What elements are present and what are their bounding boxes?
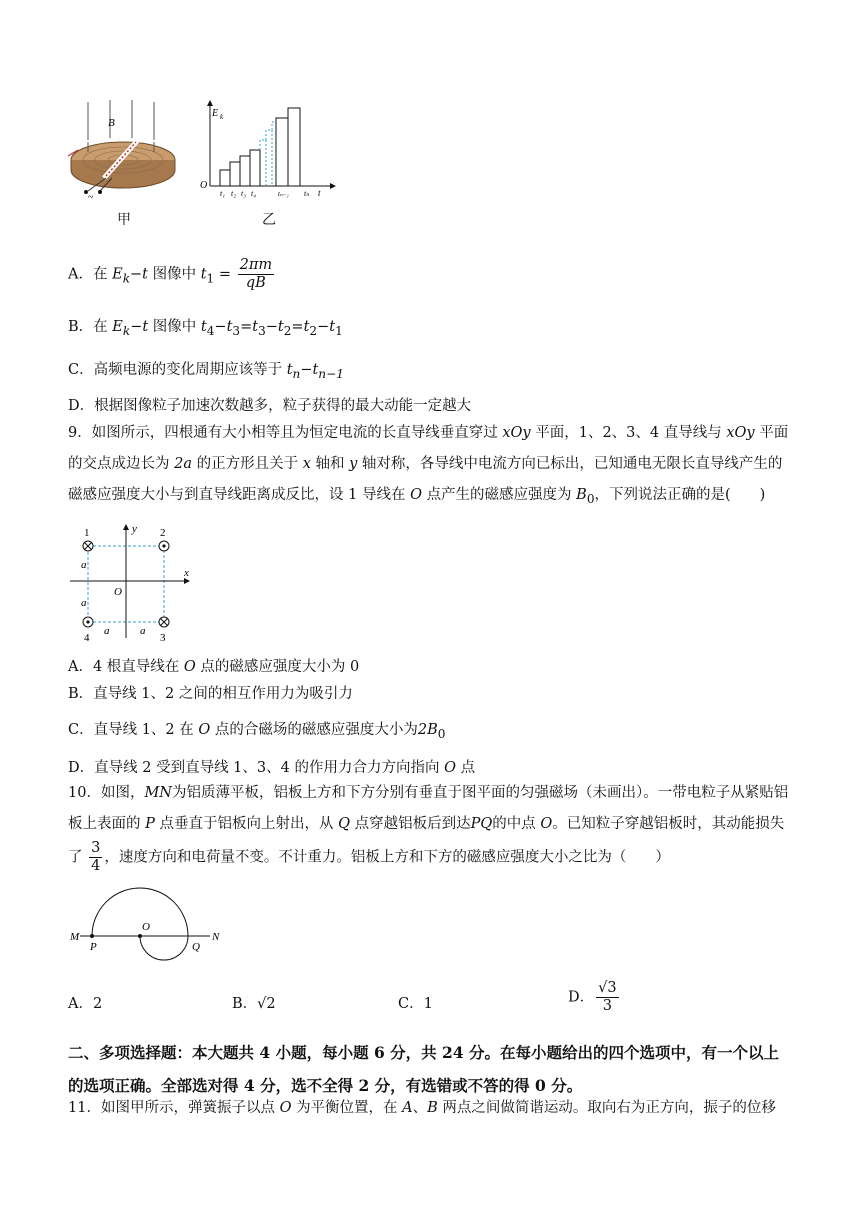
point-o-label: O xyxy=(142,921,150,933)
q9-option-c: C．直导线 1、2 在 O 点的合磁场的磁感应强度大小为$2B_0$ xyxy=(68,722,446,741)
ac-source-icon: ~ xyxy=(88,192,94,202)
q9-stem: 9．如图所示，四根通有大小相等且为恒定电流的长直导线垂直穿过 xOy 平面，1、2、3、4 直导线与 xOy 平面的交点成边长为 2a 的正方形且关于 x 轴和 y 轴对称，各导线中电流方向已标出，已知通电无限长直导线产生的磁感应强度大小与到直导线距离成反比，设 1 导线在 O 点产生的磁感应强度为 $B_0$，下列说法正确的是( ) xyxy=(68,425,789,506)
axis-y-label: y xyxy=(132,523,137,535)
q8-option-a: A．在 $E_k-t$ 图像中 $t_1$ = $\frac{2\pi m}{qB}$ xyxy=(68,257,273,291)
q8-option-d: D．根据图像粒子加速次数越多，粒子获得的最大动能一定越大 xyxy=(68,398,472,414)
tick-tn: tₙ xyxy=(304,189,310,198)
q9-option-b: B．直导线 1、2 之间的相互作用力为吸引力 xyxy=(68,686,353,702)
tick-t4: t₄ xyxy=(251,189,257,198)
axis-ek-sub: k xyxy=(220,113,224,121)
tick-t: t xyxy=(318,188,321,198)
fraction-2pim-qb: $\frac{2\pi m}{qB}$ xyxy=(239,257,273,291)
point-m-label: M xyxy=(70,931,80,943)
label-b: B xyxy=(108,117,115,129)
q9-option-a: A．4 根直导线在 O 点的磁感应强度大小为 0 xyxy=(68,659,360,675)
origin-label: O xyxy=(200,180,208,191)
wire-label-1: 1 xyxy=(84,527,90,539)
tick-t2: t₂ xyxy=(231,189,237,198)
q10-stem: 10．如图，MN为铝质薄平板，铝板上方和下方分别有垂直于图平面的匀强磁场（未画出）。一带电粒子从紧贴铝板上表面的 P 点垂直于铝板向上射出，从 Q 点穿越铝板后到达PQ的中点 O。已知粒子穿越铝板时，其动能损失了 $\frac{3}{4}$ ，速度方向和电荷量不变。不计重力。铝板上方和下方的磁感应强度大小之比为（ ） xyxy=(68,785,789,874)
wire-label-3: 3 xyxy=(160,632,166,644)
q11-stem: 11．如图甲所示，弹簧振子以点 O 为平衡位置，在 A、B 两点之间做简谐运动。取向右为正方向，振子的位移 xyxy=(68,1100,776,1116)
axis-x-label: x xyxy=(184,567,189,579)
q9-wires-figure xyxy=(66,522,196,646)
q9-option-d: D．直导线 2 受到直导线 1、3、4 的作用力合力方向指向 O 点 xyxy=(68,760,476,776)
caption-yi: 乙 xyxy=(262,212,276,228)
q8-option-c: C．高频电源的变化周期应该等于 $t_n-t_{n-1}$ xyxy=(68,362,344,381)
side-a-label: a xyxy=(104,625,110,637)
q10-option-d: D． $\frac{√3}{3}$ xyxy=(568,980,617,1014)
origin-o-label: O xyxy=(114,586,122,598)
fraction-sqrt3-3: $\frac{√3}{3}$ xyxy=(598,980,617,1014)
cyclotron-figure xyxy=(66,98,186,202)
caption-jia: 甲 xyxy=(117,212,131,228)
point-q-label: Q xyxy=(192,941,200,953)
q10-option-b: B．√2 xyxy=(232,996,276,1012)
q10-trajectory-figure xyxy=(66,874,230,970)
tick-t3: t₃ xyxy=(241,189,247,198)
wire-label-2: 2 xyxy=(160,527,166,539)
fraction-3-4: $\frac{3}{4}$ xyxy=(91,840,101,874)
tick-t1: t₁ xyxy=(220,189,226,198)
side-a-label: a xyxy=(81,559,87,571)
point-n-label: N xyxy=(212,931,220,943)
point-p-label: P xyxy=(90,941,97,953)
q8-option-b: B．在 $E_k-t$ 图像中 $t_4-t_3=t_3-t_2=t_2-t_1$ xyxy=(68,319,343,338)
ek-t-graph xyxy=(196,96,336,204)
tick-tn-1: tₙ₋₁ xyxy=(278,190,289,198)
axis-ek-label: E xyxy=(212,108,219,119)
section-2-heading: 二、多项选择题：本大题共 4 小题，每小题 6 分，共 24 分。在每小题给出的四个选项中，有一个以上的选项正确。全部选对得 4 分，选不全得 2 分，有选错或不答的得 0 分。 xyxy=(68,1043,780,1095)
side-a-label: a xyxy=(140,625,146,637)
wire-label-4: 4 xyxy=(84,632,90,644)
side-a-label: a xyxy=(81,597,87,609)
q10-option-a: A．2 xyxy=(68,996,103,1012)
q10-option-c: C．1 xyxy=(398,996,433,1012)
